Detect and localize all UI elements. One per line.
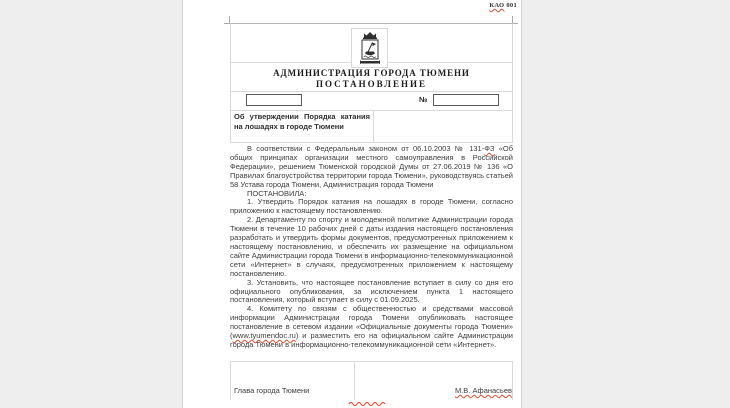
body-paragraph: ПОСТАНОВИЛА: bbox=[247, 188, 307, 198]
body-paragraph: 1. Утвердить Порядок катания на лошадях в городе Тюмени, согласно приложению к настоящему постановлению. bbox=[230, 197, 513, 216]
tyumen-coat-of-arms-icon bbox=[359, 31, 381, 65]
body-paragraph: 3. Установить, что настоящее постановление вступает в силу со дня его официального опубликования, за исключением пункта 1 настоящего постановления, который вступает в силу с 01.09.2025. bbox=[230, 277, 513, 305]
document-page bbox=[182, 0, 522, 408]
emblem-cell bbox=[351, 28, 388, 68]
document-subject: Об утверждении Порядка катания на лошадях в городе Тюмени bbox=[234, 112, 370, 131]
document-type-title: ПОСТАНОВЛЕНИЕ bbox=[315, 79, 428, 89]
body-paragraph: 4. Комитету по связям с общественностью и средствами массовой информации Администрации города Тюмени опубликовать настоящее постановление в сетевом издании «Официальные документы города Тюмени» (www.tyumendoc.ru) и разместить его на официальном сайте Администрации города Тюмени в информационно-телекоммуникационной сети «Интернет». bbox=[230, 304, 513, 349]
organization-name: АДМИНИСТРАЦИЯ ГОРОДА ТЮМЕНИ bbox=[273, 68, 470, 78]
body-paragraph: В соответствии с Федеральным законом от 06.10.2003 № 131-ФЗ «Об общих принципах организации местного самоуправления в Российской Федерации», решением Тюменской городской Думы от 27.06.2019 № 136 «О Правилах благоустройства территории города Тюмени», руководствуясь статьей 58 Устава города Тюмени, Администрация города Тюмени bbox=[230, 144, 513, 189]
number-field[interactable] bbox=[433, 94, 499, 106]
gridline-under-number-row bbox=[230, 110, 513, 111]
body-paragraph: 2. Департаменту по спорту и молодежной политике Администрации города Тюмени в течение 10 рабочих дней с даты издания настоящего постановления разработать и утвердить формы документов, предусмотренных приложением к настоящему постановлению, и обеспечить их размещение на официальном сайте Администрации города Тюмени в информационно-телекоммуникационной сети «Интернет» в случаях, предусмотренных приложением к настоящему постановлению. bbox=[230, 215, 513, 278]
gridline-subject-divider bbox=[373, 110, 374, 143]
date-field[interactable] bbox=[246, 94, 302, 106]
gridline-under-title-row bbox=[230, 91, 513, 92]
document-body bbox=[230, 145, 513, 350]
signatory-name: М.В. Афанасьев bbox=[454, 386, 512, 395]
form-code-label: КАО 001 bbox=[489, 2, 517, 9]
spellcheck-squiggle bbox=[348, 400, 388, 406]
number-label: № bbox=[419, 95, 428, 104]
signatory-position: Глава города Тюмени bbox=[234, 386, 310, 395]
gridline-signature-divider bbox=[354, 361, 355, 400]
